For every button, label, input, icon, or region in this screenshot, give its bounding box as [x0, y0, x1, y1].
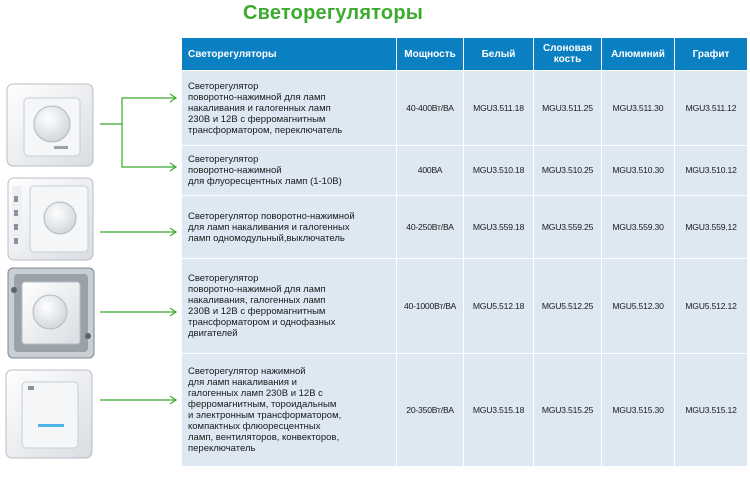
row-description: Светорегулятор поворотно-нажимной для флуоресцентных ламп (1-10В): [182, 146, 397, 196]
row-aluminum-code: MGU3.559.30: [602, 196, 675, 259]
table-row: [182, 259, 748, 354]
row-power: 20-350Вт/ВА: [397, 354, 464, 467]
row-ivory-code: MGU3.515.25: [534, 354, 602, 467]
table-row: [182, 146, 748, 196]
row-description: Светорегулятор поворотно-нажимной для ламп накаливания и галогенных ламп одномодульный,выключатель: [182, 196, 397, 259]
header-graphite: Графит: [675, 38, 748, 71]
table-header-row: [182, 38, 748, 71]
header-white: Белый: [464, 38, 534, 71]
table-row: [182, 196, 748, 259]
row-power: 40-1000Вт/ВА: [397, 259, 464, 354]
table-row: [182, 354, 748, 467]
row-ivory-code: MGU3.511.25: [534, 71, 602, 146]
row-white-code: MGU3.515.18: [464, 354, 534, 467]
row-aluminum-code: MGU3.510.30: [602, 146, 675, 196]
row-graphite-code: MGU5.512.12: [675, 259, 748, 354]
row-ivory-code: MGU5.512.25: [534, 259, 602, 354]
row-description: Светорегулятор поворотно-нажимной для ламп накаливания и галогенных ламп 230В и 12В с ферромагнитным трансформатором, переключатель: [182, 71, 397, 146]
row-description: Светорегулятор поворотно-нажимной для ламп накаливания, галогенных ламп 230В и 12В с ферромагнитным трансформатором и однофазных двигателей: [182, 259, 397, 354]
header-name: Светорегуляторы: [182, 38, 397, 71]
table-row: [182, 71, 748, 146]
row-graphite-code: MGU3.515.12: [675, 354, 748, 467]
row-aluminum-code: MGU5.512.30: [602, 259, 675, 354]
row-graphite-code: MGU3.511.12: [675, 71, 748, 146]
row-graphite-code: MGU3.510.12: [675, 146, 748, 196]
row-power: 40-400Вт/ВА: [397, 71, 464, 146]
row-ivory-code: MGU3.510.25: [534, 146, 602, 196]
dimmer-table: [181, 37, 748, 467]
row-power: 40-250Вт/ВА: [397, 196, 464, 259]
connector-arrows: [0, 0, 185, 485]
row-description: Светорегулятор нажимной для ламп накаливания и галогенных ламп 230В и 12В с ферромагнитным, тороидальным и электронным трансформатором, компактных флюоресцентных ламп, вентиляторов, конвекторов, переключатель: [182, 354, 397, 467]
row-graphite-code: MGU3.559.12: [675, 196, 748, 259]
row-white-code: MGU3.511.18: [464, 71, 534, 146]
header-ivory: Слоновая кость: [534, 38, 602, 71]
row-white-code: MGU3.510.18: [464, 146, 534, 196]
header-aluminum: Алюминий: [602, 38, 675, 71]
row-white-code: MGU5.512.18: [464, 259, 534, 354]
header-power: Мощность: [397, 38, 464, 71]
row-white-code: MGU3.559.18: [464, 196, 534, 259]
page-title: Светорегуляторы: [243, 2, 424, 24]
row-power: 400ВА: [397, 146, 464, 196]
row-aluminum-code: MGU3.511.30: [602, 71, 675, 146]
row-ivory-code: MGU3.559.25: [534, 196, 602, 259]
row-aluminum-code: MGU3.515.30: [602, 354, 675, 467]
